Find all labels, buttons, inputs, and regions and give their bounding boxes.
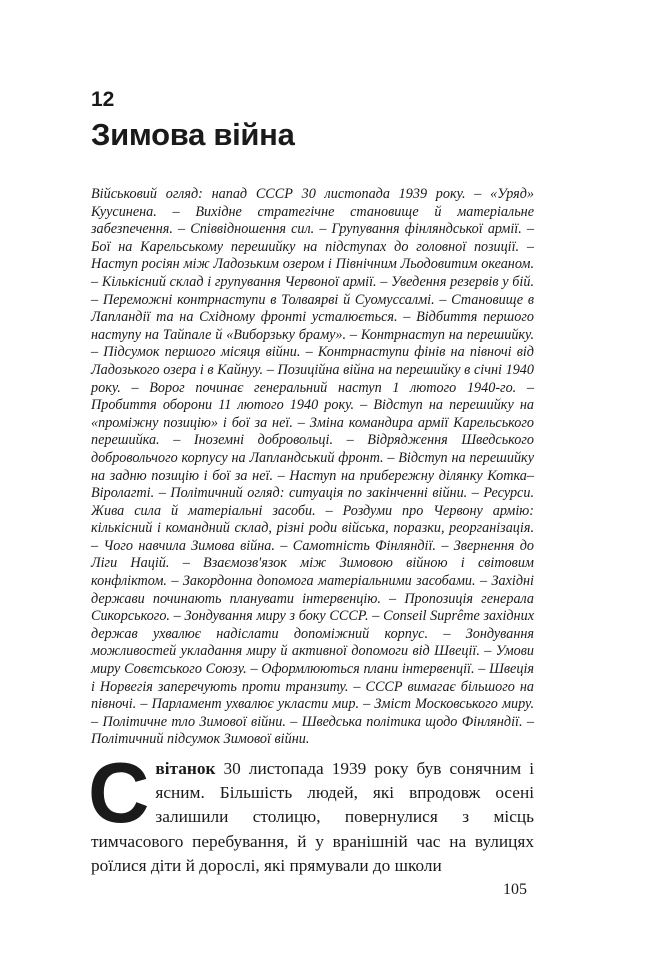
paragraph-text: 30 листопада 1939 року був сонячним і ясним. Більшість людей, які впродовж осені залишили столицю, повернулися з місць тимчасового перебування, й у вранішній час на вулицях роїлися діти й дорослі, які прямували до школи: [91, 759, 534, 875]
drop-cap: С: [88, 746, 150, 841]
chapter-synopsis: Військовий огляд: напад СССР 30 листопада 1939 року. – «Уряд» Куусинена. – Вихідне стратегічне становище й матеріальне забезпечення. – Співвідношення сил. – Групування фінляндської армії. – Бої на Карельському перешийку на підступах до головної позиції. – Наступ росіян між Ладозьким озером і Північним Льодовитим океаном. – Кількісний склад і групування Червоної армії. – Уведення резервів у бій. – Переможні контрнаступи в Толваярві й Суомуссалмі. – Становище в Лапландії та на Східному фронті усталюється. – Відбиття першого наступу на Тайпале й «Виборзьку браму». – Контрнаступ на перешийку. – Підсумок першого місяця війни. – Контрнаступи фінів на півночі від Ладозького озера і в Кайнуу. – Позиційна війна на перешийку в січні 1940 року. – Ворог починає генеральний наступ 1 лютого 1940-го. – Пробиття оборони 11 лютого 1940 року. – Відступ на перешийку на «проміжну позицію» і бої за неї. – Зміна командира армії Карельського перешийка. – Іноземні добровольці. – Відрядження Шведського добровольчого корпусу на Лапландський фронт. – Відступ на перешийку на задню позицію і бої за неї. – Наступ на прибережну ділянку Котка–Віролагті. – Політичний огляд: ситуація по закінченні війни. – Ресурси. Жива сила й матеріальні засоби. – Роздуми про Червону армію: кількісний і командний склад, різні роди війська, поразки, реорганізація. – Чого навчила Зимова війна. – Самотність Фінляндії. – Звернення до Ліги Націй. – Взаємозв'язок між Зимовою війною і світовим конфліктом. – Закордонна допомога матеріальними засобами. – Західні держави починають планувати інтервенцію. – Пропозиція генерала Сикорського. – Зондування миру з боку СССР. – Conseil Suprême західних держав ухвалює надіслати допоміжний корпус. – Зондування можливостей укладання миру й активної допомоги від Швеції. – Умови миру Совєтського Союзу. – Оформлюються плани інтервенції. – Швеція і Норвегія заперечують проти транзиту. – СССР вимагає більшого на півночі. – Парламент ухвалює укласти мир. – Зміст Московського миру. – Політичне тло Зимової війни. – Шведська політика щодо Фінляндії. – Політичний підсумок Зимової війни.: [91, 186, 534, 748]
body-paragraph: [88, 746, 534, 878]
chapter-number: 12: [91, 88, 115, 111]
lead-word: вітанок: [155, 759, 216, 778]
page-number: 105: [503, 881, 527, 898]
chapter-title: Зимова війна: [91, 117, 295, 152]
